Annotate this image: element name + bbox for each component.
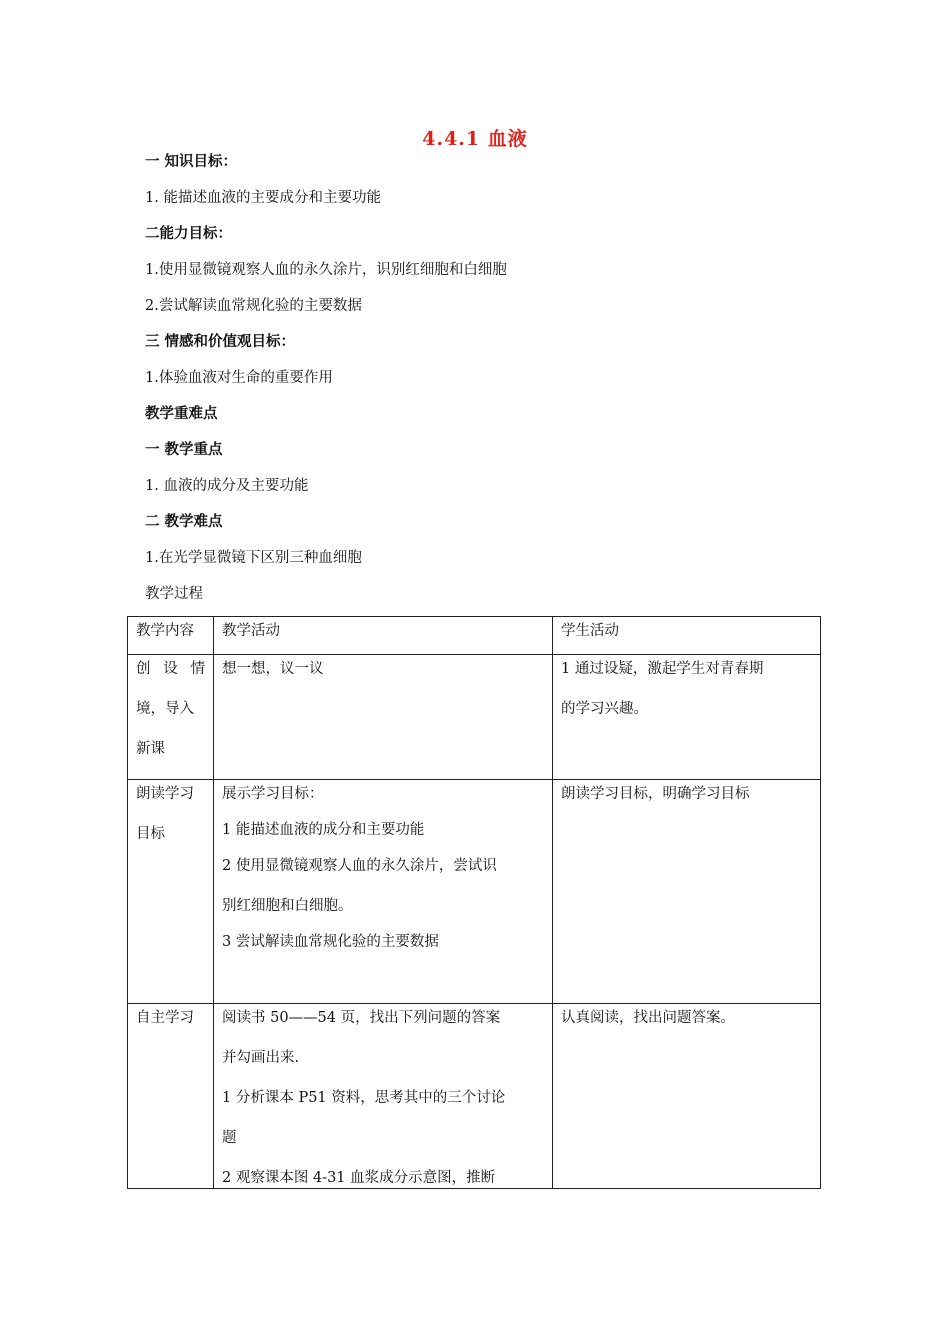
row-content-cell	[128, 780, 214, 1004]
cell-line: 创 设 情	[136, 661, 205, 677]
table-header-row	[128, 617, 821, 655]
table-row	[128, 1004, 821, 1189]
table-row	[128, 655, 821, 780]
ability-objective-item-1: 1.使用显微镜观察人血的永久涂片，识别红细胞和白细胞	[145, 262, 507, 278]
emotion-objectives-heading: 三 情感和价值观目标：	[145, 333, 296, 350]
cell-line: 朗读学习目标，明确学习目标	[561, 786, 750, 802]
header-content: 教学内容	[128, 617, 214, 655]
page-title: 4.4.1 血液	[422, 128, 528, 150]
cell-line: 朗读学习	[136, 786, 194, 802]
lesson-plan-table	[127, 616, 821, 1189]
knowledge-objective-item: 1. 能描述血液的主要成分和主要功能	[145, 190, 381, 206]
cell-line: 境，导入	[136, 701, 194, 717]
cell-line: 认真阅读，找出问题答案。	[561, 1010, 735, 1026]
header-student-activity: 学生活动	[553, 617, 821, 655]
cell-line: 的学习兴趣。	[561, 701, 648, 717]
row-student-cell	[553, 780, 821, 1004]
cell-line: 题	[222, 1130, 237, 1146]
cell-line: 自主学习	[136, 1010, 194, 1026]
cell-line: 想一想，议一议	[222, 661, 324, 677]
teaching-difficulty-item: 1.在光学显微镜下区别三种血细胞	[145, 550, 362, 566]
knowledge-objectives-heading: 一 知识目标：	[145, 153, 238, 170]
row-activity-cell	[214, 655, 553, 780]
cell-line: 2 观察课本图 4-31 血浆成分示意图，推断	[222, 1170, 496, 1186]
cell-line: 别红细胞和白细胞。	[222, 898, 353, 914]
cell-line: 3 尝试解读血常规化验的主要数据	[222, 934, 439, 950]
row-activity-cell	[214, 1004, 553, 1189]
cell-line: 2 使用显微镜观察人血的永久涂片，尝试识	[222, 858, 497, 874]
teaching-process-heading: 教学过程	[145, 586, 203, 602]
ability-objectives-heading: 二能力目标：	[145, 225, 232, 242]
key-points-heading: 教学重难点	[145, 405, 218, 422]
row-content-cell	[128, 1004, 214, 1189]
row-content-cell	[128, 655, 214, 780]
header-teacher-activity: 教学活动	[214, 617, 553, 655]
cell-line: 新课	[136, 741, 165, 757]
ability-objective-item-2: 2.尝试解读血常规化验的主要数据	[145, 298, 362, 314]
row-student-cell	[553, 655, 821, 780]
emotion-objective-item: 1.体验血液对生命的重要作用	[145, 370, 333, 386]
cell-line: 1 分析课本 P51 资料，思考其中的三个讨论	[222, 1090, 506, 1106]
teaching-difficulty-heading: 二 教学难点	[145, 513, 223, 530]
row-student-cell	[553, 1004, 821, 1189]
cell-line: 目标	[136, 826, 165, 842]
teaching-focus-item: 1. 血液的成分及主要功能	[145, 478, 309, 494]
table-row	[128, 780, 821, 1004]
cell-line: 阅读书 50——54 页，找出下列问题的答案	[222, 1010, 501, 1026]
cell-line: 1 能描述血液的成分和主要功能	[222, 822, 425, 838]
cell-line: 展示学习目标：	[222, 786, 324, 802]
row-activity-cell	[214, 780, 553, 1004]
cell-line: 并勾画出来.	[222, 1050, 300, 1066]
cell-line: 1 通过设疑，激起学生对青春期	[561, 661, 764, 677]
teaching-focus-heading: 一 教学重点	[145, 441, 223, 458]
